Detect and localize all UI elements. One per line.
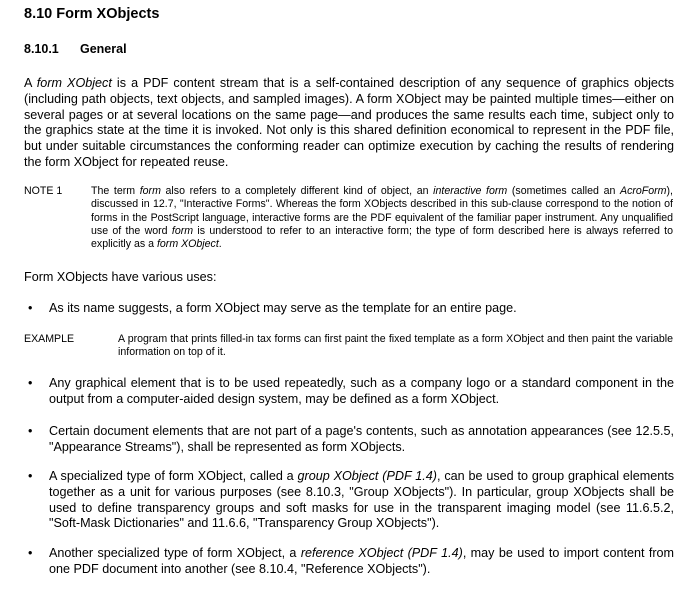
note-text: The term	[91, 185, 140, 197]
intro-text: A	[24, 76, 37, 90]
section-number: 8.10	[24, 6, 53, 22]
note-label: NOTE 1	[24, 185, 63, 197]
bullet-marker: •	[28, 424, 33, 438]
intro-term: form XObject	[36, 76, 112, 90]
bullet-item-graphical: Any graphical element that is to be used repeatedly, such as a company logo or a standard component in the output from a computer-aided design system, may be defined as a form XObject.	[49, 376, 674, 406]
note-em: form	[139, 185, 161, 197]
section-heading	[24, 6, 159, 22]
note-em: form	[171, 224, 194, 237]
note-text: .	[218, 238, 222, 251]
bullet-marker: •	[28, 469, 33, 483]
note-em: interactive form	[433, 185, 508, 197]
subsection-title: General	[80, 42, 127, 56]
note-text: also refers to a completely different kind of object, an	[160, 185, 434, 197]
bullet-text: , may be used to import content from one PDF document into another (see 8.10.4, "Reference XObjects").	[49, 546, 675, 576]
example-label: EXAMPLE	[24, 333, 75, 345]
bullet-text: A specialized type of form XObject, called a	[49, 469, 298, 483]
note-em: form XObject	[156, 238, 219, 251]
bullet-marker: •	[28, 376, 33, 390]
note-body	[91, 185, 673, 251]
note-em: AcroForm	[620, 185, 667, 197]
bullet-item-group-xobject	[49, 469, 674, 532]
note-text: is understood to refer to an interactive form; the type of form described here is always referred to explicitly as a	[91, 224, 673, 251]
intro-text: is a PDF content stream that is a self-contained description of any sequence of graphics objects (including path objects, text objects, and sampled images). A form XObject may be painted multiple times—either on several pages or at several locations on the same page—and produces the same results each time, subject only to the graphics state at the time it is invoked. Not only is this shared definition economical to represent in the PDF file, but under suitable circumstances the conforming reader can optimize execution by caching the results of rendering the form XObject for repeated reuse.	[24, 76, 674, 169]
note-text: ), discussed in 12.7, "Interactive Forms". Whereas the form XObjects described in this sub-clause correspond to the notion of forms in the PostScript language, interactive forms are the PDF equivalent of the familiar paper instrument. Any unqualified use of the word	[91, 185, 673, 237]
bullet-em: reference XObject (PDF 1.4)	[300, 546, 463, 560]
bullet-marker: •	[28, 301, 33, 315]
bullet-item-reference-xobject	[49, 546, 674, 578]
uses-intro: Form XObjects have various uses:	[24, 270, 217, 284]
note-text: (sometimes called an	[507, 185, 620, 197]
bullet-text: , can be used to group graphical elements together as a unit for various purposes (see 8.10.3, "Group XObjects"). In particular, group XObjects shall be used to define transparency groups and soft masks for use in the transparent imaging model (see 11.6.5.2, "Soft-Mask Dictionaries" and 11.6.6, "Transparency Group XObjects").	[49, 469, 675, 531]
bullet-text: Another specialized type of form XObject, a	[49, 546, 301, 560]
bullet-item-document-elements: Certain document elements that are not part of a page's contents, such as annotation appearances (see 12.5.5, "Appearance Streams"), shall be represented as form XObjects.	[49, 424, 674, 454]
section-title: Form XObjects	[56, 6, 160, 22]
bullet-marker: •	[28, 546, 33, 560]
bullet-item-template: As its name suggests, a form XObject may serve as the template for an entire page.	[49, 301, 517, 315]
example-body: A program that prints filled-in tax forms can first paint the fixed template as a form XObject and then paint the variable information on top of it.	[118, 333, 673, 359]
subsection-heading	[24, 42, 127, 56]
subsection-number: 8.10.1	[24, 42, 59, 56]
intro-paragraph	[24, 76, 674, 171]
bullet-em: group XObject (PDF 1.4)	[297, 469, 437, 483]
